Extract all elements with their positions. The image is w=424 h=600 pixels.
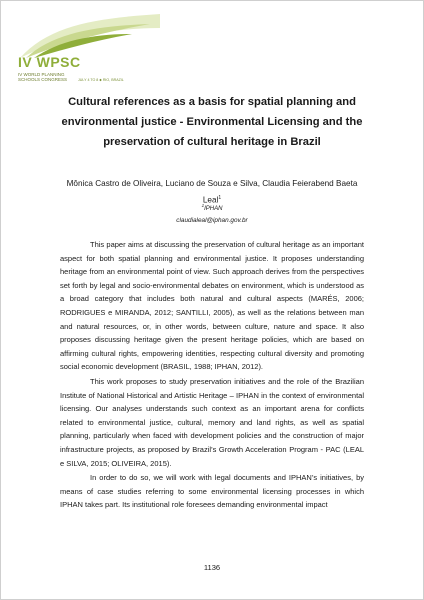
logo-venue: JULY 4 TO 8 ⬥ RIO, BRAZIL xyxy=(78,78,124,82)
paper-title: Cultural references as a basis for spatial planning and environmental justice - Environmental Licensing and the preservation of cultural heritage in Brazil xyxy=(61,96,363,148)
author-names: Mônica Castro de Oliveira, Luciano de Souza e Silva, Claudia Feierabend Baeta Leal xyxy=(66,179,358,205)
paragraph-2: This work proposes to study preservation initiatives and the role of the Brazilian Institute of National Historical and Artistic Heritage – IPHAN in the context of environmental licensing. Our analyses understands such context as an important arena for conflicts related to environmental justice, cultural, memory and land rights, as well as spatial planning, particularly when faced with development policies and the construction of major infrastructure projects, as proposed by Brazil’s Growth Acceleration Program - PAC (LEAL e SILVA, 2015; OLIVEIRA, 2015). xyxy=(60,376,364,468)
affiliation-name: IPHAN xyxy=(204,206,223,212)
logo-title: IV WPSC xyxy=(18,54,81,70)
logo-subtitle: IV WORLD PLANNING SCHOOLS CONGRESS xyxy=(18,72,68,82)
abstract-body xyxy=(60,238,364,513)
page-number: 1136 xyxy=(203,563,221,572)
logo-graphic-icon xyxy=(20,14,160,58)
congress-logo xyxy=(16,14,166,84)
affiliation xyxy=(0,203,424,212)
contact-email[interactable]: claudialeal@iphan.gov.br xyxy=(176,217,248,224)
paragraph-1: This paper aims at discussing the preservation of cultural heritage as an important aspect for both spatial planning and environmental justice. It proposes understanding heritage from an environmental point of view. Such approach derives from the perspectives set forth by legal and socio-environmental debates on environment, which is understood as a broad category that includes both natural and cultural aspects (MARÉS, 2006; RODRIGUES e MIRANDA, 2012; SANTILLI, 2005), as well as the relations between man and natural resources, or, in other words, between culture, nature and space. It also proposes discussing heritage given the present heritage policies, which are based on affirming cultural rights, empowering identities, respecting cultural diversity and promoting social economic development (BRASIL, 1988; IPHAN, 2012). xyxy=(60,240,364,372)
affiliation-marker: 1 xyxy=(201,203,205,208)
author-footnote-marker: 1 xyxy=(218,195,222,201)
paragraph-3: In order to do so, we will work with legal documents and IPHAN’s initiatives, by means of case studies referring to some environmental licensing processes in which IPHAN takes part. Its institutional role foresees demanding environmental impact xyxy=(60,473,364,510)
